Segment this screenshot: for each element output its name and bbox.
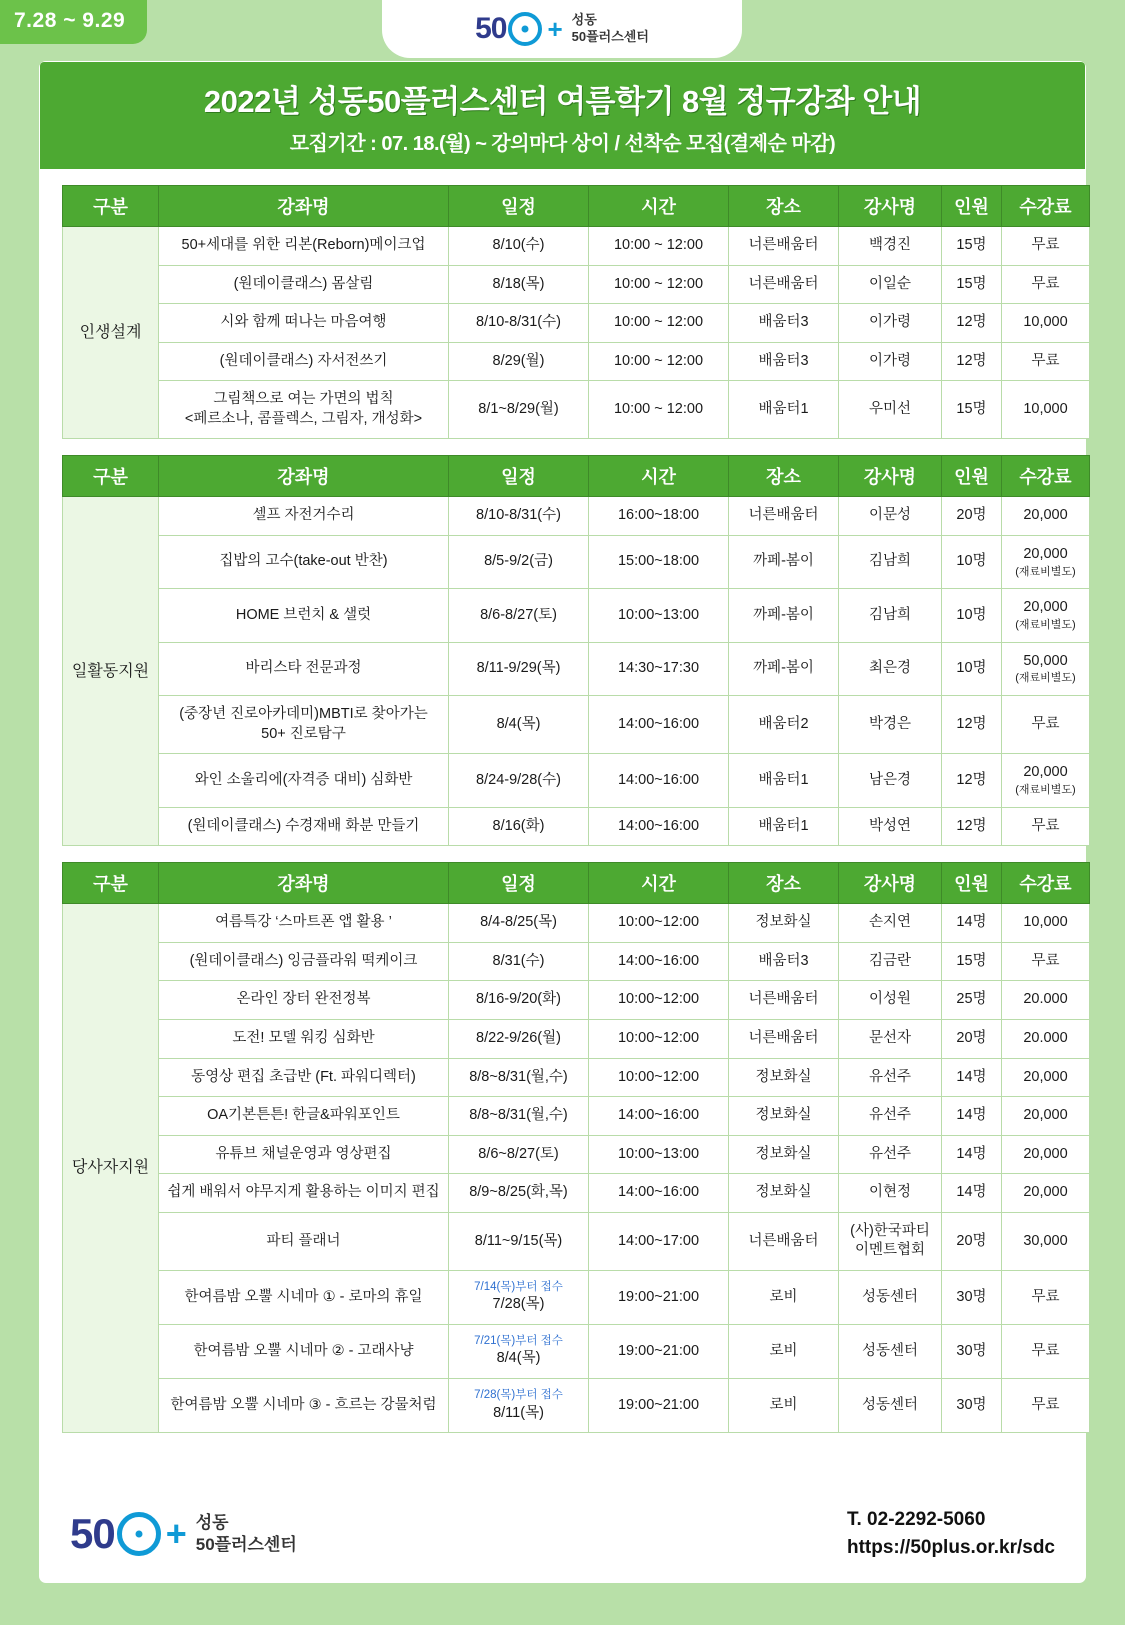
course-time-cell: 10:00 ~ 12:00	[589, 342, 729, 381]
course-fee-cell: 30,000	[1002, 1212, 1090, 1270]
course-capacity-cell: 10명	[942, 589, 1002, 642]
course-place-cell: 배움터1	[729, 754, 839, 807]
table-row	[63, 981, 1090, 1020]
course-name-cell: 도전! 모델 워킹 심화반	[159, 1019, 449, 1058]
course-teacher-cell: 성동센터	[839, 1324, 942, 1378]
category-cell: 당사자지원	[63, 904, 159, 1433]
course-teacher-cell: 김남희	[839, 589, 942, 642]
course-place-cell: 너른배움터	[729, 981, 839, 1020]
course-time-cell: 19:00~21:00	[589, 1270, 729, 1324]
course-capacity-cell: 20명	[942, 1212, 1002, 1270]
poster-card	[40, 62, 1085, 1582]
course-fee-cell: 20,000 (재료비별도)	[1002, 535, 1090, 588]
course-date-cell: 8/11-9/29(목)	[449, 642, 589, 695]
course-capacity-cell: 10명	[942, 642, 1002, 695]
course-date-cell: 8/10(수)	[449, 227, 589, 266]
course-capacity-cell: 12명	[942, 304, 1002, 343]
table-row	[63, 1097, 1090, 1136]
course-name-cell: 온라인 장터 완전정복	[159, 981, 449, 1020]
course-teacher-cell: 유선주	[839, 1135, 942, 1174]
column-header-5: 강사명	[839, 456, 942, 497]
course-place-cell: 까페-봄이	[729, 642, 839, 695]
footer-brand-line2: 50플러스센터	[195, 1535, 297, 1554]
column-header-1: 강좌명	[159, 186, 449, 227]
course-fee-cell: 무료	[1002, 942, 1090, 981]
course-fee-cell: 10,000	[1002, 381, 1090, 439]
course-capacity-cell: 12명	[942, 696, 1002, 754]
course-name-cell: 한여름밤 오뿔 시네마 ① - 로마의 휴일	[159, 1270, 449, 1324]
course-time-cell: 10:00 ~ 12:00	[589, 265, 729, 304]
course-capacity-cell: 14명	[942, 1135, 1002, 1174]
course-date-cell: 7/21(목)부터 접수 8/4(목)	[449, 1324, 589, 1378]
course-place-cell: 까페-봄이	[729, 535, 839, 588]
course-teacher-cell: 최은경	[839, 642, 942, 695]
table-row	[63, 535, 1090, 588]
course-capacity-cell: 15명	[942, 265, 1002, 304]
course-date-cell: 8/4-8/25(목)	[449, 904, 589, 943]
column-header-5: 강사명	[839, 863, 942, 904]
contact-tel: T. 02-2292-5060	[847, 1508, 986, 1530]
course-teacher-cell: 박성연	[839, 807, 942, 846]
column-header-4: 장소	[729, 186, 839, 227]
footer-logo-ring-icon	[117, 1512, 161, 1556]
course-capacity-cell: 15명	[942, 227, 1002, 266]
course-teacher-cell: (사)한국파티 이멘트협회	[839, 1212, 942, 1270]
course-time-cell: 10:00 ~ 12:00	[589, 304, 729, 343]
course-date-cell: 8/1~8/29(월)	[449, 381, 589, 439]
contact-info	[847, 1506, 1055, 1563]
table-row	[63, 1019, 1090, 1058]
course-name-cell: (원데이클래스) 수경재배 화분 만들기	[159, 807, 449, 846]
course-teacher-cell: 이현정	[839, 1174, 942, 1213]
course-name-cell: 와인 소울리에(자격증 대비) 심화반	[159, 754, 449, 807]
course-teacher-cell: 남은경	[839, 754, 942, 807]
course-capacity-cell: 14명	[942, 1058, 1002, 1097]
brand-logo-icon	[475, 12, 562, 46]
course-capacity-cell: 14명	[942, 1097, 1002, 1136]
table-header-row	[63, 456, 1090, 497]
course-name-cell: (원데이클래스) 자서전쓰기	[159, 342, 449, 381]
course-place-cell: 로비	[729, 1270, 839, 1324]
course-teacher-cell: 손지연	[839, 904, 942, 943]
course-place-cell: 배움터3	[729, 342, 839, 381]
course-fee-cell: 10,000	[1002, 304, 1090, 343]
course-capacity-cell: 20명	[942, 497, 1002, 536]
course-time-cell: 10:00~12:00	[589, 981, 729, 1020]
course-capacity-cell: 25명	[942, 981, 1002, 1020]
course-teacher-cell: 백경진	[839, 227, 942, 266]
table-row	[63, 304, 1090, 343]
column-header-1: 강좌명	[159, 456, 449, 497]
brand-name-line2: 50플러스센터	[571, 29, 649, 44]
course-fee-cell: 무료	[1002, 696, 1090, 754]
course-time-cell: 14:00~16:00	[589, 807, 729, 846]
page-title: 2022년 성동50플러스센터 여름학기 8월 정규강좌 안내	[203, 84, 922, 119]
course-name-cell: 유튜브 채널운영과 영상편집	[159, 1135, 449, 1174]
course-place-cell: 배움터3	[729, 942, 839, 981]
course-name-cell: (중장년 진로아카데미)MBTI로 찾아가는 50+ 진로탐구	[159, 696, 449, 754]
course-date-cell: 8/6~8/27(토)	[449, 1135, 589, 1174]
course-teacher-cell: 박경은	[839, 696, 942, 754]
schedule-table-3	[62, 862, 1090, 1433]
footer-brand-name	[196, 1512, 297, 1556]
course-place-cell: 로비	[729, 1379, 839, 1433]
table-row	[63, 904, 1090, 943]
table-row	[63, 589, 1090, 642]
footer-logo-plus-icon: +	[165, 1513, 186, 1554]
course-place-cell: 배움터3	[729, 304, 839, 343]
course-name-cell: 여름특강 ‘스마트폰 앱 활용 ’	[159, 904, 449, 943]
date-range-badge: 7.28 ~ 9.29	[0, 0, 147, 44]
column-header-4: 장소	[729, 456, 839, 497]
course-name-cell: 한여름밤 오뿔 시네마 ② - 고래사냥	[159, 1324, 449, 1378]
column-header-2: 일정	[449, 456, 589, 497]
course-teacher-cell: 성동센터	[839, 1379, 942, 1433]
course-time-cell: 14:00~16:00	[589, 1174, 729, 1213]
column-header-6: 인원	[942, 456, 1002, 497]
course-teacher-cell: 이문성	[839, 497, 942, 536]
course-name-cell: 쉽게 배워서 야무지게 활용하는 이미지 편집	[159, 1174, 449, 1213]
column-header-6: 인원	[942, 863, 1002, 904]
course-date-cell: 8/5-9/2(금)	[449, 535, 589, 588]
course-teacher-cell: 이성원	[839, 981, 942, 1020]
table-row	[63, 1324, 1090, 1378]
course-time-cell: 16:00~18:00	[589, 497, 729, 536]
course-teacher-cell: 유선주	[839, 1097, 942, 1136]
course-time-cell: 10:00 ~ 12:00	[589, 227, 729, 266]
course-place-cell: 정보화실	[729, 904, 839, 943]
course-place-cell: 정보화실	[729, 1097, 839, 1136]
course-place-cell: 배움터1	[729, 807, 839, 846]
course-date-cell: 8/9~8/25(화,목)	[449, 1174, 589, 1213]
course-time-cell: 19:00~21:00	[589, 1324, 729, 1378]
course-teacher-cell: 이일순	[839, 265, 942, 304]
column-header-0: 구분	[63, 186, 159, 227]
table-row	[63, 1174, 1090, 1213]
course-date-cell: 7/28(목)부터 접수 8/11(목)	[449, 1379, 589, 1433]
course-time-cell: 10:00~12:00	[589, 904, 729, 943]
course-teacher-cell: 성동센터	[839, 1270, 942, 1324]
logo-number-5: 50	[475, 12, 507, 45]
course-fee-cell: 20,000	[1002, 1135, 1090, 1174]
course-fee-cell: 20.000	[1002, 1019, 1090, 1058]
course-capacity-cell: 12명	[942, 342, 1002, 381]
course-fee-cell: 무료	[1002, 807, 1090, 846]
course-place-cell: 배움터2	[729, 696, 839, 754]
course-time-cell: 14:30~17:30	[589, 642, 729, 695]
course-teacher-cell: 우미선	[839, 381, 942, 439]
table-row	[63, 1135, 1090, 1174]
course-capacity-cell: 20명	[942, 1019, 1002, 1058]
course-name-cell: 집밥의 고수(take-out 반찬)	[159, 535, 449, 588]
course-capacity-cell: 12명	[942, 754, 1002, 807]
contact-url[interactable]: https://50plus.or.kr/sdc	[847, 1537, 1055, 1558]
course-fee-cell: 20,000	[1002, 497, 1090, 536]
course-date-cell: 8/22-9/26(월)	[449, 1019, 589, 1058]
course-time-cell: 10:00~12:00	[589, 1019, 729, 1058]
column-header-7: 수강료	[1002, 186, 1090, 227]
course-fee-cell: 무료	[1002, 342, 1090, 381]
course-fee-cell: 10,000	[1002, 904, 1090, 943]
table-row	[63, 696, 1090, 754]
course-capacity-cell: 30명	[942, 1379, 1002, 1433]
course-name-cell: (원데이클래스) 잉금플라워 떡케이크	[159, 942, 449, 981]
column-header-0: 구분	[63, 456, 159, 497]
course-fee-cell: 무료	[1002, 227, 1090, 266]
course-fee-cell: 무료	[1002, 265, 1090, 304]
page-subtitle: 모집기간 : 07. 18.(월) ~ 강의마다 상이 / 선착순 모집(결제순 마감)	[289, 133, 836, 155]
course-name-cell: 50+세대를 위한 리본(Reborn)메이크업	[159, 227, 449, 266]
course-time-cell: 14:00~16:00	[589, 754, 729, 807]
course-time-cell: 10:00~13:00	[589, 1135, 729, 1174]
course-capacity-cell: 30명	[942, 1324, 1002, 1378]
table-header-row	[63, 863, 1090, 904]
column-header-7: 수강료	[1002, 456, 1090, 497]
course-name-cell: (원데이클래스) 몸살림	[159, 265, 449, 304]
course-date-cell: 8/16(화)	[449, 807, 589, 846]
course-place-cell: 배움터1	[729, 381, 839, 439]
course-teacher-cell: 김남희	[839, 535, 942, 588]
course-place-cell: 정보화실	[729, 1174, 839, 1213]
course-place-cell: 너른배움터	[729, 265, 839, 304]
category-cell: 일활동지원	[63, 497, 159, 846]
course-date-cell: 8/8~8/31(월,수)	[449, 1058, 589, 1097]
course-fee-cell: 20,000	[1002, 1097, 1090, 1136]
course-teacher-cell: 문선자	[839, 1019, 942, 1058]
course-date-cell: 8/6-8/27(토)	[449, 589, 589, 642]
footer-brand-logo-icon	[70, 1510, 186, 1558]
course-teacher-cell: 이가령	[839, 304, 942, 343]
course-capacity-cell: 30명	[942, 1270, 1002, 1324]
course-date-cell: 8/10-8/31(수)	[449, 497, 589, 536]
footer-logo	[70, 1510, 297, 1558]
course-fee-cell: 20,000	[1002, 1174, 1090, 1213]
course-date-cell: 8/18(목)	[449, 265, 589, 304]
course-time-cell: 14:00~16:00	[589, 1097, 729, 1136]
course-date-cell: 8/29(월)	[449, 342, 589, 381]
table-row	[63, 1270, 1090, 1324]
column-header-6: 인원	[942, 186, 1002, 227]
course-fee-cell: 20,000 (재료비별도)	[1002, 589, 1090, 642]
column-header-7: 수강료	[1002, 863, 1090, 904]
column-header-4: 장소	[729, 863, 839, 904]
course-teacher-cell: 이가령	[839, 342, 942, 381]
footer-logo-number: 50	[70, 1510, 115, 1557]
course-capacity-cell: 15명	[942, 942, 1002, 981]
logo-plus-icon: +	[547, 13, 562, 44]
footer-brand-line1: 성동	[195, 1512, 229, 1532]
table-row	[63, 265, 1090, 304]
course-date-cell: 8/11~9/15(목)	[449, 1212, 589, 1270]
schedule-table-2	[62, 455, 1090, 846]
header-logo-plate	[382, 0, 742, 58]
course-capacity-cell: 15명	[942, 381, 1002, 439]
course-date-cell: 8/4(목)	[449, 696, 589, 754]
course-time-cell: 15:00~18:00	[589, 535, 729, 588]
course-teacher-cell: 김금란	[839, 942, 942, 981]
brand-name-line1: 성동	[571, 12, 597, 28]
table-row	[63, 642, 1090, 695]
course-time-cell: 10:00 ~ 12:00	[589, 381, 729, 439]
course-fee-cell: 무료	[1002, 1270, 1090, 1324]
course-name-cell: 파티 플래너	[159, 1212, 449, 1270]
table-row	[63, 381, 1090, 439]
logo-ring-icon	[508, 12, 542, 46]
course-time-cell: 14:00~16:00	[589, 942, 729, 981]
course-name-cell: 셀프 자전거수리	[159, 497, 449, 536]
course-date-cell: 7/14(목)부터 접수 7/28(목)	[449, 1270, 589, 1324]
course-date-cell: 8/31(수)	[449, 942, 589, 981]
course-time-cell: 10:00~12:00	[589, 1058, 729, 1097]
category-cell: 인생설계	[63, 227, 159, 439]
course-capacity-cell: 14명	[942, 1174, 1002, 1213]
course-date-cell: 8/16-9/20(화)	[449, 981, 589, 1020]
table-row	[63, 1058, 1090, 1097]
course-capacity-cell: 10명	[942, 535, 1002, 588]
course-fee-cell: 20.000	[1002, 981, 1090, 1020]
table-row	[63, 227, 1090, 266]
title-band	[40, 62, 1085, 169]
column-header-2: 일정	[449, 186, 589, 227]
course-place-cell: 로비	[729, 1324, 839, 1378]
schedule-tables	[40, 185, 1085, 1433]
footer	[40, 1486, 1085, 1582]
course-fee-cell: 20,000 (재료비별도)	[1002, 754, 1090, 807]
table-row	[63, 807, 1090, 846]
course-place-cell: 너른배움터	[729, 1212, 839, 1270]
course-place-cell: 너른배움터	[729, 497, 839, 536]
course-time-cell: 14:00~16:00	[589, 696, 729, 754]
course-fee-cell: 무료	[1002, 1379, 1090, 1433]
course-date-cell: 8/10-8/31(수)	[449, 304, 589, 343]
column-header-0: 구분	[63, 863, 159, 904]
table-row	[63, 497, 1090, 536]
column-header-5: 강사명	[839, 186, 942, 227]
table-header-row	[63, 186, 1090, 227]
column-header-1: 강좌명	[159, 863, 449, 904]
course-time-cell: 14:00~17:00	[589, 1212, 729, 1270]
course-capacity-cell: 14명	[942, 904, 1002, 943]
course-place-cell: 정보화실	[729, 1135, 839, 1174]
course-place-cell: 정보화실	[729, 1058, 839, 1097]
course-name-cell: HOME 브런치 & 샐럿	[159, 589, 449, 642]
table-row	[63, 1212, 1090, 1270]
course-fee-cell: 50,000 (재료비별도)	[1002, 642, 1090, 695]
course-name-cell: 한여름밤 오뿔 시네마 ③ - 흐르는 강물처럼	[159, 1379, 449, 1433]
course-place-cell: 까페-봄이	[729, 589, 839, 642]
course-name-cell: OA기본튼튼! 한글&파워포인트	[159, 1097, 449, 1136]
column-header-3: 시간	[589, 863, 729, 904]
course-fee-cell: 무료	[1002, 1324, 1090, 1378]
course-capacity-cell: 12명	[942, 807, 1002, 846]
course-date-cell: 8/24-9/28(수)	[449, 754, 589, 807]
table-row	[63, 1379, 1090, 1433]
course-name-cell: 시와 함께 떠나는 마음여행	[159, 304, 449, 343]
table-row	[63, 754, 1090, 807]
brand-name	[572, 12, 649, 46]
column-header-3: 시간	[589, 186, 729, 227]
course-time-cell: 10:00~13:00	[589, 589, 729, 642]
course-time-cell: 19:00~21:00	[589, 1379, 729, 1433]
course-name-cell: 동영상 편집 초급반 (Ft. 파워디렉터)	[159, 1058, 449, 1097]
course-name-cell: 바리스타 전문과정	[159, 642, 449, 695]
course-fee-cell: 20,000	[1002, 1058, 1090, 1097]
course-date-cell: 8/8~8/31(월,수)	[449, 1097, 589, 1136]
course-place-cell: 너른배움터	[729, 227, 839, 266]
column-header-2: 일정	[449, 863, 589, 904]
course-name-cell: 그림책으로 여는 가면의 법칙 <페르소나, 콤플렉스, 그림자, 개성화>	[159, 381, 449, 439]
course-teacher-cell: 유선주	[839, 1058, 942, 1097]
column-header-3: 시간	[589, 456, 729, 497]
table-row	[63, 942, 1090, 981]
course-place-cell: 너른배움터	[729, 1019, 839, 1058]
table-row	[63, 342, 1090, 381]
schedule-table-1	[62, 185, 1090, 439]
